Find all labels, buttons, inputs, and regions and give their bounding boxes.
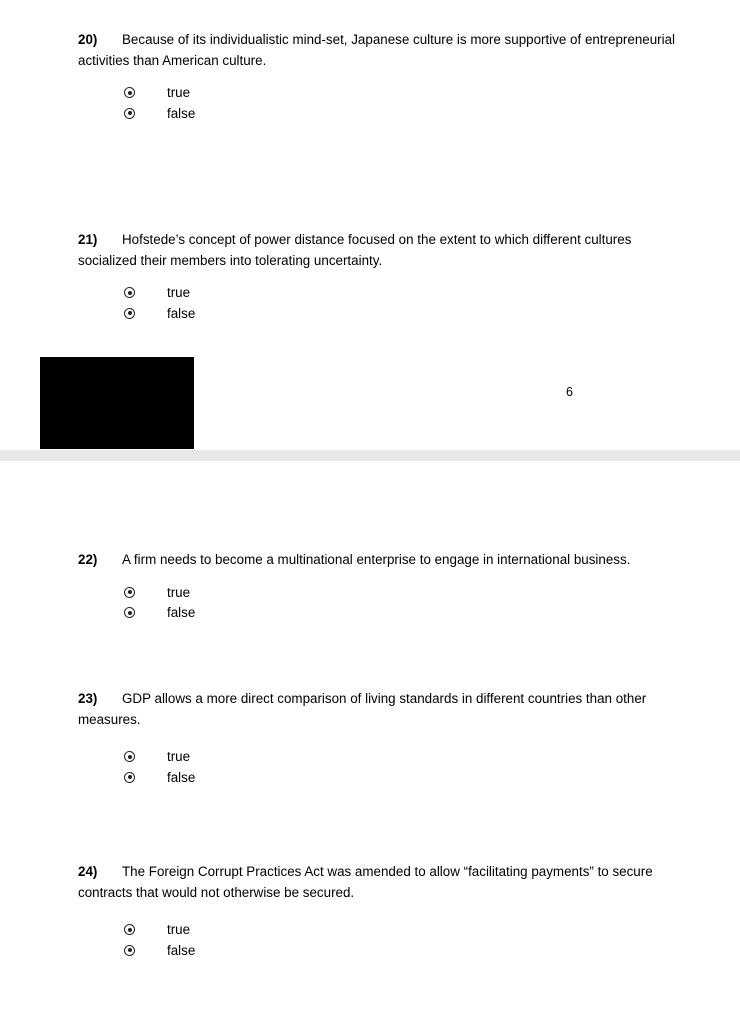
question-23	[78, 689, 678, 788]
question-22	[78, 550, 678, 624]
option-label: false	[167, 105, 196, 121]
question-number: 23)	[78, 691, 98, 706]
question-20	[78, 30, 678, 124]
option-true[interactable]	[78, 283, 678, 304]
answer-options	[78, 283, 678, 324]
question-prompt: A firm needs to become a multinational enterprise to engage in international business.	[122, 552, 631, 567]
option-label: true	[167, 285, 191, 300]
radio-button-icon[interactable]	[124, 751, 135, 762]
question-24	[78, 862, 678, 961]
question-number: 21)	[78, 232, 98, 247]
radio-button-icon[interactable]	[124, 587, 135, 598]
question-prompt: Hofstede’s concept of power distance focused on the extent to which different cultures socialized their members into tolerating uncertainty.	[78, 232, 632, 268]
option-label: true	[167, 749, 191, 764]
option-true[interactable]	[78, 583, 678, 604]
option-label: true	[167, 922, 191, 937]
question-text	[78, 550, 678, 571]
radio-button-icon[interactable]	[124, 945, 135, 956]
option-label: true	[167, 584, 191, 600]
option-false[interactable]	[78, 603, 678, 624]
option-label: false	[167, 942, 196, 958]
radio-button-icon[interactable]	[124, 308, 135, 319]
radio-button-icon[interactable]	[124, 924, 135, 935]
redaction-block	[40, 357, 194, 449]
option-true[interactable]	[78, 920, 678, 941]
question-text	[78, 689, 678, 730]
option-false[interactable]	[78, 304, 678, 325]
question-number: 20)	[78, 32, 98, 47]
option-label: false	[167, 605, 196, 620]
question-prompt: The Foreign Corrupt Practices Act was amended to allow “facilitating payments” to secure contracts that would not otherwise be secured.	[78, 864, 653, 900]
question-number: 24)	[78, 864, 98, 879]
page-2	[0, 461, 740, 1024]
question-text	[78, 30, 678, 71]
option-true[interactable]	[78, 83, 678, 104]
question-number: 22)	[78, 552, 98, 567]
option-false[interactable]	[78, 104, 678, 125]
option-true[interactable]	[78, 747, 678, 768]
radio-button-icon[interactable]	[124, 772, 135, 783]
radio-button-icon[interactable]	[124, 87, 135, 98]
radio-button-icon[interactable]	[124, 607, 135, 618]
answer-options	[78, 920, 678, 961]
option-label: false	[167, 769, 196, 785]
option-false[interactable]	[78, 941, 678, 962]
question-prompt: Because of its individualistic mind-set, Japanese culture is more supportive of entrepreneurial activities than American culture.	[78, 32, 676, 68]
answer-options	[78, 747, 678, 788]
question-21	[78, 230, 678, 324]
question-text	[78, 230, 678, 271]
page-number: 6	[566, 385, 573, 399]
answer-options	[78, 583, 678, 624]
option-label: false	[167, 305, 196, 321]
page-1	[0, 0, 740, 450]
question-prompt: GDP allows a more direct comparison of living standards in different countries than other measures.	[78, 691, 647, 727]
radio-button-icon[interactable]	[124, 108, 135, 119]
answer-options	[78, 83, 678, 124]
radio-button-icon[interactable]	[124, 287, 135, 298]
option-false[interactable]	[78, 768, 678, 789]
option-label: true	[167, 85, 191, 100]
page-separator	[0, 450, 740, 461]
question-text	[78, 862, 678, 903]
